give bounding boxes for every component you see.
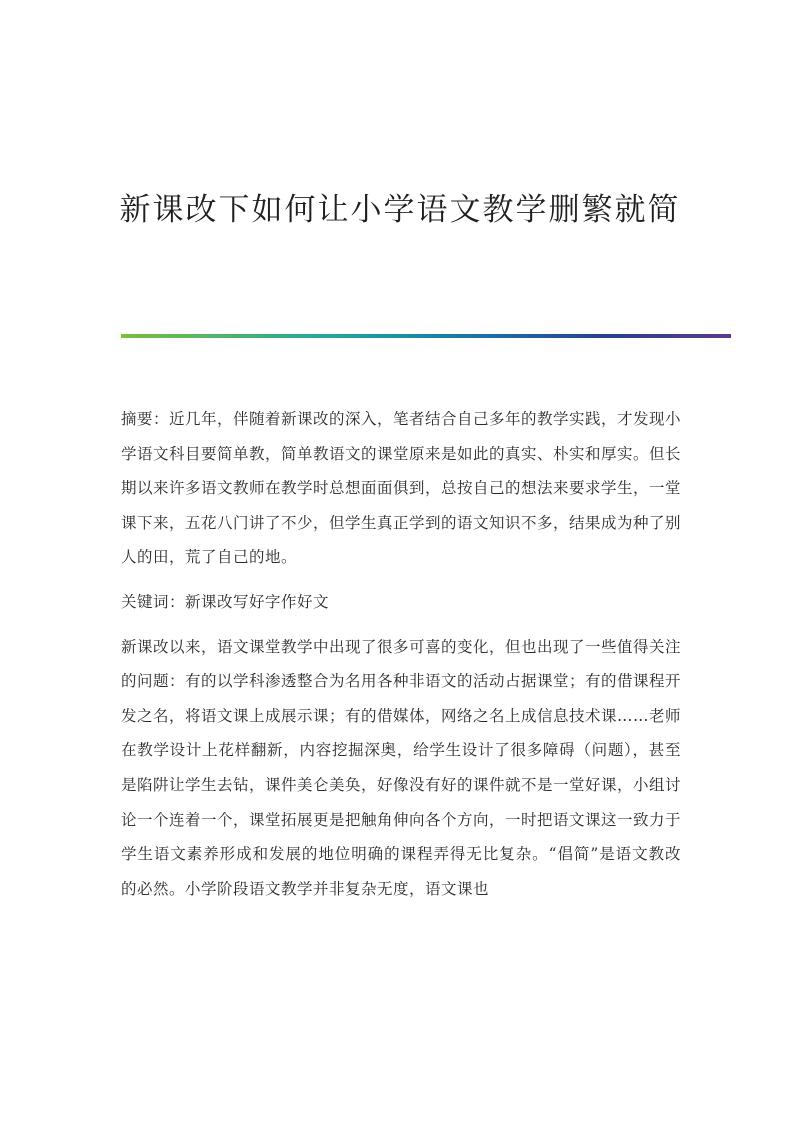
title-divider xyxy=(121,334,731,338)
document-body xyxy=(121,402,681,916)
body-paragraph: 新课改以来，语文课堂教学中出现了很多可喜的变化，但也出现了一些值得关注的问题：有的以学科渗透整合为名用各种非语文的活动占据课堂；有的借课程开发之名，将语文课上成展示课；有的借媒体，网络之名上成信息技术课……老师在教学设计上花样翻新，内容挖掘深奥，给学生设计了很多障碍（问题），甚至是陷阱让学生去钻，课件美仑美奂，好像没有好的课件就不是一堂好课，小组讨论一个连着一个，课堂拓展更是把触角伸向各个方向，一时把语文课这一致力于学生语文素养形成和发展的地位明确的课程弄得无比复杂。“倡简”是语文教改的必然。小学阶段语文教学并非复杂无度，语文课也 xyxy=(121,637,682,898)
document-title: 新课改下如何让小学语文教学删繁就简 xyxy=(119,192,681,228)
abstract-paragraph: 摘要：近几年，伴随着新课改的深入，笔者结合自己多年的教学实践，才发现小学语文科目要简单教，简单教语文的课堂原来是如此的真实、朴实和厚实。但长期以来许多语文教师在教学时总想面面俱到，总按自己的想法来要求学生，一堂课下来，五花八门讲了不少，但学生真正学到的语文知识不多，结果成为种了别人的田，荒了自己的地。 xyxy=(121,410,682,567)
keywords-paragraph: 关键词：新课改写好字作好文 xyxy=(121,592,330,611)
